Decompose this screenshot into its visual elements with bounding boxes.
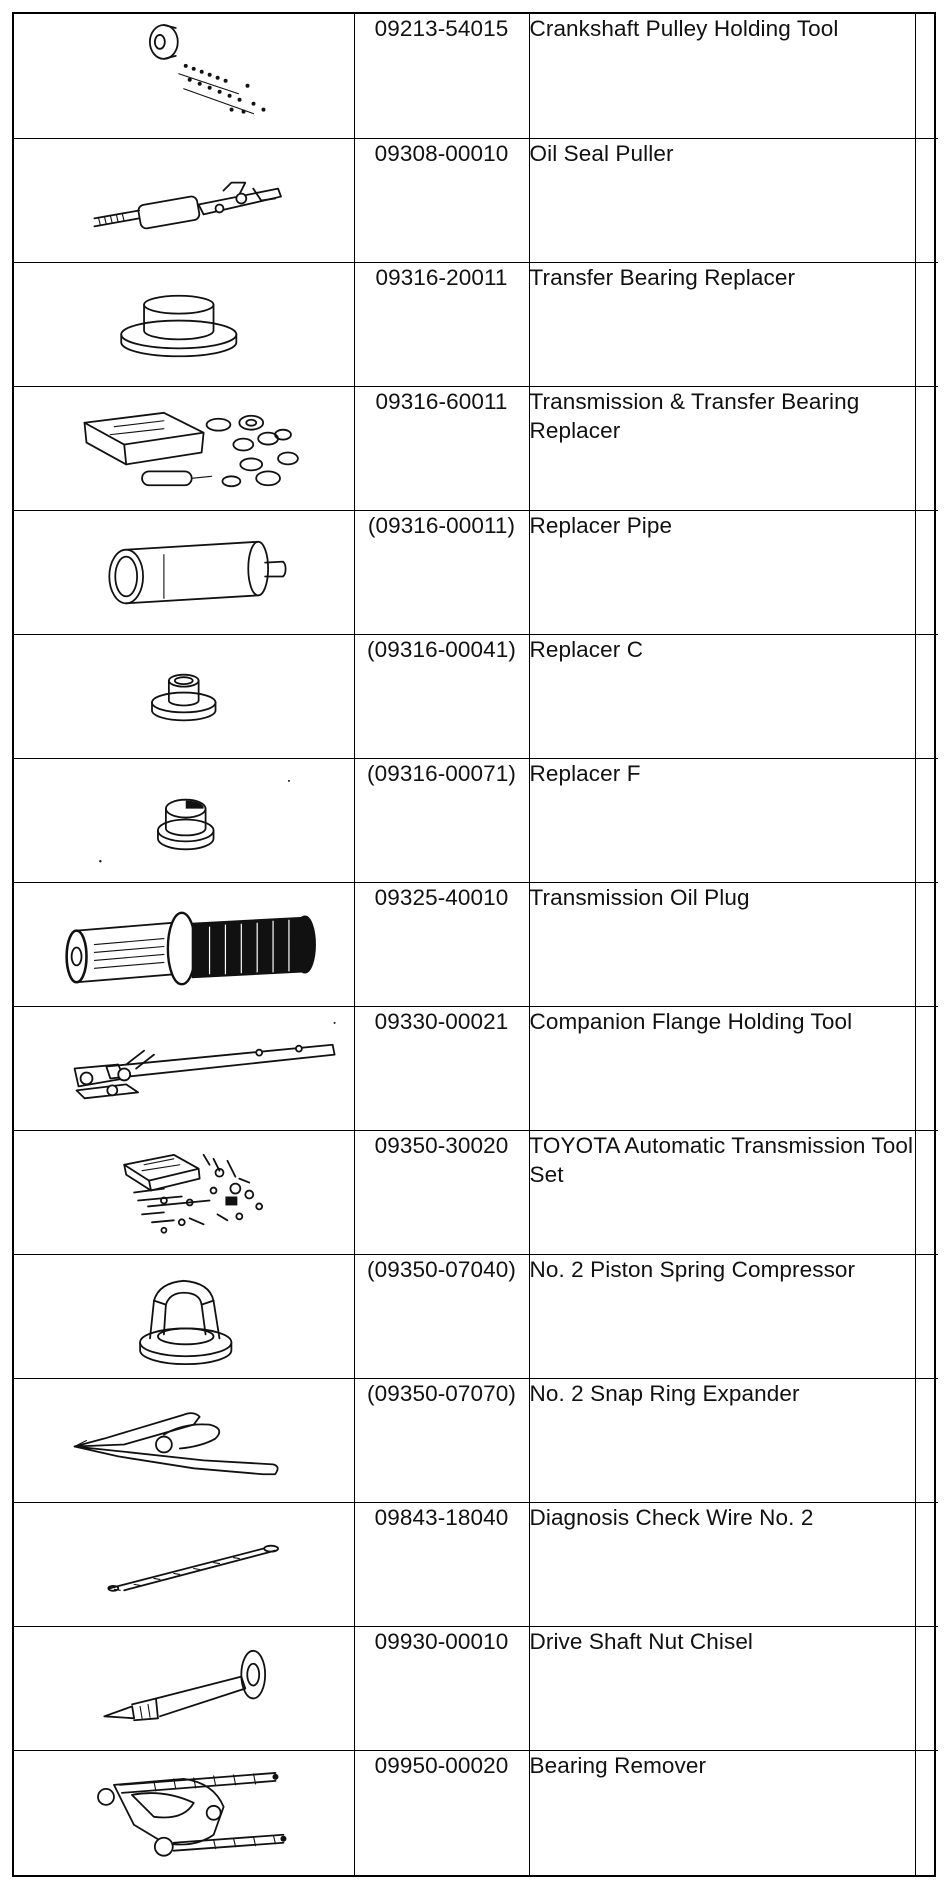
part-number: 09930-00010 [354,1627,529,1751]
part-number: (09316-00071) [354,758,529,882]
replacer-c-icon [14,634,354,758]
tool-name: Transmission & Transfer Bearing Replacer [529,386,915,510]
table-row [14,1379,938,1503]
part-number: 09316-60011 [354,386,529,510]
table-row [14,510,938,634]
blank-cell [915,386,938,510]
blank-cell [915,1503,938,1627]
blank-cell [915,1627,938,1751]
blank-cell [915,882,938,1006]
part-number: 09330-00021 [354,1007,529,1131]
tool-name: Transfer Bearing Replacer [529,262,915,386]
part-number: 09213-54015 [354,14,529,138]
tool-name: Bearing Remover [529,1751,915,1875]
diagnosis-check-wire-icon [14,1503,354,1627]
blank-cell [915,510,938,634]
table-row [14,1131,938,1255]
tool-name: No. 2 Piston Spring Compressor [529,1255,915,1379]
blank-cell [915,1007,938,1131]
part-number: 09950-00020 [354,1751,529,1875]
table-row [14,262,938,386]
tool-name: Drive Shaft Nut Chisel [529,1627,915,1751]
part-number: 09843-18040 [354,1503,529,1627]
tool-name: Transmission Oil Plug [529,882,915,1006]
tool-name: TOYOTA Automatic Transmission Tool Set [529,1131,915,1255]
blank-cell [915,1131,938,1255]
tool-name: Crankshaft Pulley Holding Tool [529,14,915,138]
part-number: (09350-07070) [354,1379,529,1503]
automatic-transmission-tool-set-icon [14,1131,354,1255]
table-row [14,758,938,882]
table-row [14,882,938,1006]
blank-cell [915,634,938,758]
snap-ring-expander-icon [14,1379,354,1503]
part-number: (09350-07040) [354,1255,529,1379]
drive-shaft-nut-chisel-icon [14,1627,354,1751]
table-row [14,14,938,138]
transmission-oil-plug-icon [14,882,354,1006]
tool-name: Replacer C [529,634,915,758]
table-row [14,1503,938,1627]
tool-name: Companion Flange Holding Tool [529,1007,915,1131]
replacer-pipe-icon [14,510,354,634]
tool-name: Replacer Pipe [529,510,915,634]
blank-cell [915,262,938,386]
part-number: 09308-00010 [354,138,529,262]
blank-cell [915,1379,938,1503]
table-row [14,1007,938,1131]
blank-cell [915,1255,938,1379]
blank-cell [915,1751,938,1875]
oil-seal-puller-icon [14,138,354,262]
bearing-remover-icon [14,1751,354,1875]
table-row [14,1255,938,1379]
part-number: 09316-20011 [354,262,529,386]
blank-cell [915,14,938,138]
table-row [14,634,938,758]
tool-name: Replacer F [529,758,915,882]
replacer-f-icon [14,758,354,882]
tools-table [14,14,938,1875]
table-row [14,386,938,510]
piston-spring-compressor-icon [14,1255,354,1379]
table-row [14,138,938,262]
crankshaft-pulley-holding-tool-icon [14,14,354,138]
tool-name: Oil Seal Puller [529,138,915,262]
tool-name: Diagnosis Check Wire No. 2 [529,1503,915,1627]
table-row [14,1627,938,1751]
companion-flange-holding-tool-icon [14,1007,354,1131]
part-number: 09350-30020 [354,1131,529,1255]
tool-name: No. 2 Snap Ring Expander [529,1379,915,1503]
blank-cell [915,758,938,882]
special-service-tools-table [12,12,936,1877]
part-number: (09316-00041) [354,634,529,758]
bearing-replacer-set-icon [14,386,354,510]
transfer-bearing-replacer-icon [14,262,354,386]
part-number: (09316-00011) [354,510,529,634]
table-row [14,1751,938,1875]
part-number: 09325-40010 [354,882,529,1006]
blank-cell [915,138,938,262]
